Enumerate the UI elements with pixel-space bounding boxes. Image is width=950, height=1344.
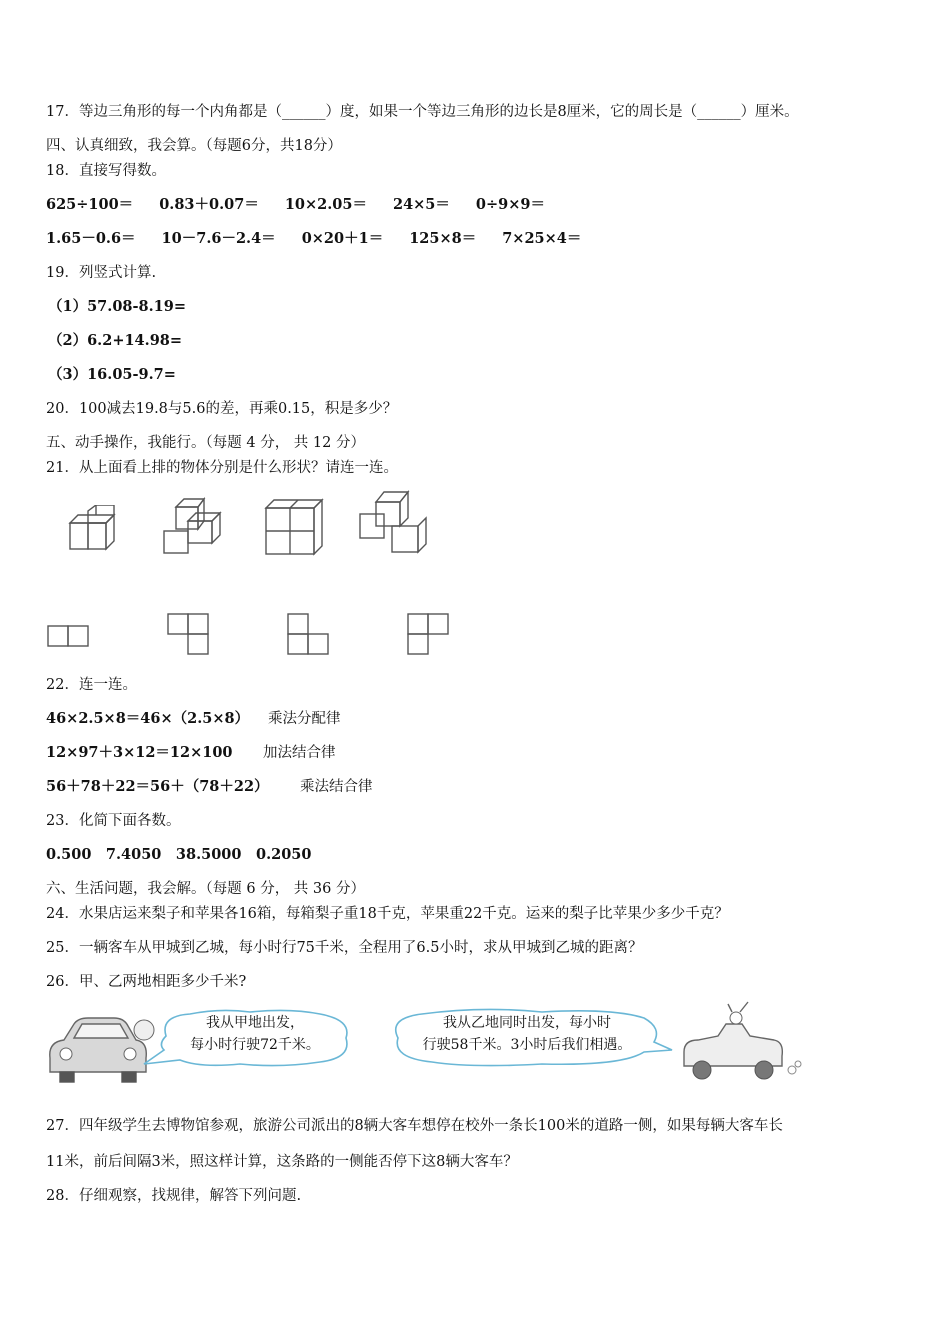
q22-left-3: 56＋78＋22＝56＋（78＋22） — [46, 778, 269, 795]
question-17: 17．等边三角形的每一个内角都是（______）度，如果一个等边三角形的边长是8厘米，它的周长是（______）厘米。 — [46, 104, 799, 120]
q19-item-2: （2）6.2+14.98= — [48, 332, 183, 349]
bubble-right-text — [402, 1012, 652, 1056]
question-25: 25．一辆客车从甲城到乙城，每小时行75千米，全程用了6.5小时，求从甲城到乙城的距离？ — [46, 940, 643, 956]
q23-numbers: 0.500 7.4050 38.5000 0.2050 — [46, 846, 312, 863]
q22-left-1: 46×2.5×8＝46×（2.5×8） — [46, 710, 250, 727]
q22-left-2: 12×97＋3×12＝12×100 — [46, 744, 233, 761]
question-27-line-2: 11米，前后间隔3米，照这样计算，这条路的一侧能否停下这8辆大客车？ — [46, 1154, 518, 1170]
cube-figure-1 — [66, 505, 126, 555]
car-right-illustration — [678, 1000, 804, 1086]
q18-item: 125×8＝ — [409, 230, 477, 247]
section-6-title: 六、生活问题，我会解。（每题 6 分， 共 36 分） — [46, 881, 365, 897]
q22-right-2: 加法结合律 — [263, 745, 336, 761]
q18-item: 10×2.05＝ — [284, 196, 367, 213]
q18-item: 7×25×4＝ — [502, 230, 582, 247]
cube-figure-3 — [262, 498, 326, 558]
question-18: 18．直接写得数。 — [46, 163, 166, 179]
q18-item: 0.83＋0.07＝ — [159, 196, 259, 213]
q18-item: 0×20＋1＝ — [301, 230, 384, 247]
q22-right-1: 乘法分配律 — [268, 711, 341, 727]
section-4-title: 四、认真细致，我会算。（每题6分，共18分） — [46, 138, 342, 154]
q18-item: 1.65－0.6＝ — [46, 230, 136, 247]
bubble-right-line: 行驶58千米。3小时后我们相遇。 — [422, 1037, 632, 1053]
q18-row-1 — [46, 195, 571, 215]
question-21: 21．从上面看上排的物体分别是什么形状？请连一连。 — [46, 460, 398, 476]
bubble-left-text — [170, 1012, 340, 1056]
question-24: 24．水果店运来梨子和苹果各16箱，每箱梨子重18千克，苹果重22千克。运来的梨子比苹果少多少千克？ — [46, 906, 729, 922]
view-figure-3 — [284, 612, 336, 658]
question-23: 23．化简下面各数。 — [46, 813, 181, 829]
q19-item-1: （1）57.08-8.19= — [48, 298, 186, 315]
question-27-line-1: 27．四年级学生去博物馆参观，旅游公司派出的8辆大客车想停在校外一条长100米的道路一侧，如果每辆大客车长 — [46, 1118, 783, 1134]
q18-row-2 — [46, 229, 607, 249]
question-28: 28．仔细观察，找规律，解答下列问题. — [46, 1188, 302, 1204]
q19-item-3: （3）16.05-9.7= — [48, 366, 176, 383]
q18-item: 625÷100＝ — [46, 196, 134, 213]
view-figure-1 — [46, 622, 96, 650]
q22-right-3: 乘法结合律 — [300, 779, 373, 795]
question-22: 22．连一连。 — [46, 677, 137, 693]
bubble-left-line: 我从甲地出发， — [206, 1015, 304, 1031]
bubble-left-line: 每小时行驶72千米。 — [190, 1037, 320, 1053]
cube-figure-4 — [356, 488, 428, 556]
bubble-right-line: 我从乙地同时出发，每小时 — [443, 1015, 611, 1031]
question-26: 26．甲、乙两地相距多少千米? — [46, 974, 247, 990]
q18-item: 24×5＝ — [392, 196, 450, 213]
question-19: 19．列竖式计算. — [46, 265, 157, 281]
q18-item: 0÷9×9＝ — [475, 196, 545, 213]
q18-item: 10－7.6－2.4＝ — [161, 230, 276, 247]
cube-figure-2 — [162, 495, 226, 557]
section-5-title: 五、动手操作，我能行。（每题 4 分， 共 12 分） — [46, 435, 365, 451]
question-20: 20．100减去19.8与5.6的差，再乘0.15，积是多少？ — [46, 401, 398, 417]
view-figure-2 — [164, 612, 216, 658]
view-figure-4 — [404, 612, 456, 658]
